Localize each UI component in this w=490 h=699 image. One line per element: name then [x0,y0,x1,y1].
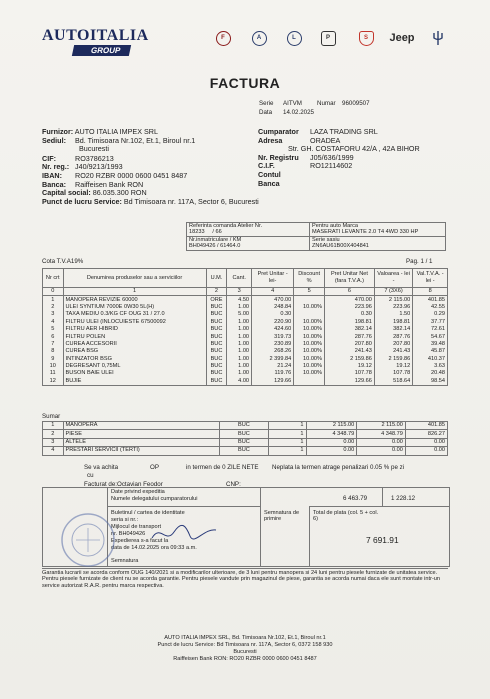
total-valoare: 6 463.79 [343,495,368,502]
cell-um: BUC [206,348,227,355]
cell-nr: 10 [43,363,64,370]
cell-net: 223.96 [325,304,375,311]
col-nr-header: Nr crt [43,269,64,288]
cell-den: CUREA ACCESORII [63,341,206,348]
buyer-banca-label: Banca [258,178,280,188]
cell-disc: 10.00% [294,319,325,326]
garantie-text: Garantia lucrarii se acorda conform OUG 140/2021 si a modificarilor ulterioare, de 3 luni pentru manopera si 24 luni pentru piesele furnizate de unitatea service. Pentru piesele furnizate de client nu se acorda garantie. Pentru piesele vandute prin magazinul de piese, garantia se acorda numai daca ele sunt montate intr-un service autorizat R.A.R. pentru marca respectiva. [42,568,448,594]
sumar-cell-net: 2 115.00 [306,422,357,430]
serie-label: Serie [259,100,274,107]
cell-cant: 4.00 [227,378,252,386]
sumar-cell-nr: 3 [43,438,64,446]
cell-nr: 9 [43,356,64,363]
cell-tva: 45.87 [413,348,448,355]
sumar-cell-val: 0.00 [357,447,406,455]
ref-value: 18233 [189,229,205,236]
capital-label: Capital social: [42,188,91,198]
inmat-label: Nr.inmatriculare / KM [189,236,242,243]
cell-val: 287.76 [374,333,412,340]
cell-nr: 11 [43,370,64,377]
cell-net: 382.14 [325,326,375,333]
cell-net: 198.81 [325,319,375,326]
sumar-cell-nr: 2 [43,430,64,438]
serie-value: AITVM [283,100,302,107]
sumar-cell-tva: 0.00 [405,438,447,446]
vehicle-info-table [186,222,446,251]
adresa-label: Adresa [258,135,283,145]
col-tva-header: Val.T.V.A. - lei - [413,269,448,288]
cell-pret: 424.60 [252,326,294,333]
cell-nr: 1 [43,296,64,304]
table-row [43,363,448,370]
cell-nr: 3 [43,311,64,318]
cell-disc [294,378,325,386]
cell-net: 107.78 [325,370,375,377]
abarth-logo-icon: S [358,30,374,46]
alfa-romeo-logo-icon: A [251,30,267,46]
col-val-header: Valoarea - lei - [374,269,412,288]
sumar-table [42,421,448,456]
idx-2: 2 [206,288,227,296]
cell-net: 2 159.86 [325,356,375,363]
furnizor-label: Furnizor: [42,127,74,136]
footer-line1: AUTO ITALIA IMPEX SRL, Bd. Timisoara Nr.102, Et.1, Biroul nr.1 [164,635,326,641]
footer-line4: Raiffeisen Bank RON: RO20 RZBR 0000 0600 0451 8487 [173,656,317,662]
cell-den: CUREA BSG [63,348,206,355]
cnp-label: CNP: [226,481,241,488]
cell-cant: 1.00 [227,341,252,348]
cell-val: 241.43 [374,348,412,355]
cell-den: FILTRU ULEI (INLOCUIESTE 67500092 [63,319,206,326]
sumar-cell-tva: 826.27 [405,430,447,438]
sasiu-value: ZN6AU61B00X404841 [312,243,369,250]
cell-val: 2 115.00 [374,296,412,304]
cell-val: 107.78 [374,370,412,377]
cif-value: RO3786213 [75,153,114,163]
banca-value: Raiffeisen Bank RON [75,179,144,189]
cell-disc: 10.00% [294,333,325,340]
sumar-row [43,430,448,438]
cell-pret: 2 399.84 [252,356,294,363]
cell-disc [294,296,325,304]
idx-5: 5 [294,288,325,296]
col-disc-header: Discount % [294,269,325,288]
fiat-professional-logo-icon: P [320,30,336,46]
total-plata-label: Total de plata (col. 5 + col. 6) [313,510,379,523]
cell-tva: 0.29 [413,311,448,318]
sumar-cell-val: 4 348.79 [357,430,406,438]
cell-disc: 10.00% [294,348,325,355]
sumar-cell-net: 0.00 [306,447,357,455]
furnizor-value: AUTO ITALIA IMPEX SRL [74,127,158,136]
col-net-header: Pret Unitar Net (fara T.V.A.) [325,269,375,288]
footer-line2: Punct de lucru Service: Bd Timisoara nr. 117A, Sector 6, 0372 158 930 [157,642,333,648]
cell-val: 207.80 [374,341,412,348]
sumar-cell-den: PIESE [63,430,220,438]
sumar-row [43,422,448,430]
car-label: Pentru auto Marca [312,223,359,229]
cell-pret: 470.00 [252,296,294,304]
sumar-row [43,438,448,446]
cumparator-value: LAZA TRADING SRL [310,127,378,136]
sumar-cell-tva: 401.85 [405,422,447,430]
cell-den: INTINZATOR BSG [63,356,206,363]
capital-value: 86.035.300 RON [92,188,147,198]
cell-nr: 2 [43,304,64,311]
idx-4: 4 [252,288,294,296]
idx-1: 1 [63,288,206,296]
delegat-label: Numele delegatului cumparatorului [111,496,198,502]
idx-8: 8 [413,288,448,296]
sasiu-label: Serie sasiu [312,236,340,243]
maserati-trident-icon [430,30,446,46]
cell-um: BUC [206,356,227,363]
cell-den: FILTRU POLEN [63,333,206,340]
sumar-cell-cant: 1 [268,447,306,455]
cell-net: 241.43 [325,348,375,355]
cell-disc: 10.00% [294,304,325,311]
cell-tva: 410.37 [413,356,448,363]
contul-label: Contul [258,169,281,179]
sumar-cell-val: 0.00 [357,438,406,446]
group-logo-band: GROUP [72,45,132,56]
cell-nr: 12 [43,378,64,386]
payment-term: in termen de 0 ZILE NETE [186,464,259,471]
cell-pret: 129.66 [252,378,294,386]
cell-tva: 401.85 [413,296,448,304]
table-row [43,333,448,340]
cell-pret: 119.76 [252,370,294,377]
cell-tva: 54.67 [413,333,448,340]
cell-tva: 42.55 [413,304,448,311]
cell-nr: 6 [43,333,64,340]
payment-method: OP [150,464,159,471]
sumar-label: Sumar [42,413,61,420]
expedierea-label: Expedierea s-a facut la [111,538,169,544]
total-tva: 1 228.12 [391,495,416,502]
cell-cant: 1.00 [227,333,252,340]
cell-um: BUC [206,304,227,311]
idx-3: 3 [227,288,252,296]
cif-label: CIF: [42,153,56,163]
punct-lucru-value: Bd Timisoara nr. 117A, Sector 6, Bucuresti [123,196,259,206]
nr-auto-value: nr. BH049426 [111,531,146,537]
idx-7: 7 (3X6) [374,288,412,296]
numar-value: 96009507 [342,100,370,107]
cell-um: BUC [206,326,227,333]
cell-net: 470.00 [325,296,375,304]
cell-net: 129.66 [325,378,375,386]
table-row [43,311,448,318]
invoice-title: FACTURA [209,75,281,91]
cell-net: 287.76 [325,333,375,340]
nrreg-label: Nr. reg.: [42,162,70,172]
sumar-cell-um: BUC [220,422,269,430]
data-label: Data [259,109,273,116]
table-row [43,356,448,363]
cell-nr: 4 [43,319,64,326]
cell-um: BUC [206,333,227,340]
sumar-cell-val: 2 115.00 [357,422,406,430]
cell-tva: 98.54 [413,378,448,386]
cell-tva: 39.48 [413,341,448,348]
cell-den: MANOPERA REVIZIE 60000 [63,296,206,304]
sediul-line2: Bucuresti [79,144,109,154]
cell-tva: 72.61 [413,326,448,333]
supplier-block [42,127,259,206]
handwritten-signature-icon [150,522,218,544]
nr-registru-label: Nr. Registru [258,152,299,162]
adresa-line1: ORADEA [310,135,341,145]
cell-cant: 4.50 [227,296,252,304]
cell-cant: 1.00 [227,319,252,326]
cell-um: BUC [206,363,227,370]
table-row [43,326,448,333]
cell-net: 0.30 [325,311,375,318]
cell-um: BUC [206,341,227,348]
cell-um: BUC [206,311,227,318]
table-row [43,348,448,355]
cell-pret: 319.73 [252,333,294,340]
cell-cant: 1.00 [227,326,252,333]
idx-0: 0 [43,288,64,296]
sumar-cell-um: BUC [220,447,269,455]
sumar-cell-um: BUC [220,430,269,438]
lancia-logo-icon: L [286,30,302,46]
iban-label: IBAN: [42,170,62,180]
numar-label: Numar [317,100,336,107]
buyer-block [258,128,458,188]
sumar-cell-nr: 4 [43,447,64,455]
cell-den: ULEI SYNTIUM 7000E 0W30 5L(H) [63,304,206,311]
mijloc-label: Mijlocul de transport [111,524,162,530]
cell-cant: 1.00 [227,363,252,370]
table-row [43,378,448,386]
col-den-header: Denumirea produselor sau a serviciilor [63,269,206,288]
sumar-cell-cant: 1 [268,430,306,438]
sumar-cell-den: MANOPERA [63,422,220,430]
cell-cant: 1.00 [227,304,252,311]
fiat-logo-icon: F [215,30,231,46]
table-row [43,296,448,304]
cell-disc: 10.00% [294,341,325,348]
sumar-cell-nr: 1 [43,422,64,430]
sumar-cell-den: ALTELE [63,438,220,446]
cell-tva: 3.63 [413,363,448,370]
table-row [43,341,448,348]
items-table [42,268,448,386]
table-row [43,319,448,326]
cell-val: 1.50 [374,311,412,318]
cell-cant: 1.00 [227,348,252,355]
expeditie-label: Date privind expeditia [111,489,165,495]
footer-line3: Bucuresti [233,649,257,655]
page-number: Pag. 1 / 1 [406,258,433,265]
cell-val: 223.96 [374,304,412,311]
cell-um: BUC [206,370,227,377]
cell-net: 207.80 [325,341,375,348]
nr-registru-value: J05/636/1999 [310,152,354,162]
semnatura-label: Semnatura [111,558,139,564]
sediul-line1: Bd. Timisoara Nr.102, Et.1, Biroul nr.1 [75,135,196,145]
cell-cant: 5.00 [227,311,252,318]
buyer-cif-label: C.I.F. [258,161,275,171]
cell-den: DEGRESANT 0,75ML [63,363,206,370]
autoitalia-logo: AUTOITALIA [42,27,149,44]
buletin-label: Buletinul / cartea de identitate [111,510,185,516]
facturat-de: Facturat de:Octavian Feodor [84,481,163,488]
cell-nr: 5 [43,326,64,333]
col-cant-header: Cant. [227,269,252,288]
se-va-achita: Se va achita [84,464,119,471]
cell-pret: 220.90 [252,319,294,326]
cell-pret: 268.26 [252,348,294,355]
semnatura-primire-label: Semnatura de primire [264,510,300,523]
jeep-logo: Jeep [389,32,415,44]
sumar-cell-cant: 1 [268,422,306,430]
ref-label: Referinta comanda Atelier Nr. [189,223,263,229]
punct-lucru-label: Punct de lucru Service: [42,196,122,206]
cell-tva: 37.77 [413,319,448,326]
cell-val: 2 159.86 [374,356,412,363]
data-value: 14.02.2025 [283,109,314,116]
seria-label: seria si nr.: [111,517,139,523]
sumar-cell-um: BUC [220,438,269,446]
cell-val: 518.64 [374,378,412,386]
nrreg-value: J40/9213/1993 [75,162,123,172]
items-body [43,296,448,386]
sumar-cell-tva: 0.00 [405,447,447,455]
cell-val: 198.81 [374,319,412,326]
cell-cant: 1.00 [227,356,252,363]
cell-um: BUC [206,319,227,326]
table-row [43,370,448,377]
table-row [43,304,448,311]
car-value: MASERATI LEVANTE 2.0 T4 4WD 330 HP [312,229,419,236]
cell-um: ORE [206,296,227,304]
cell-nr: 7 [43,341,64,348]
cell-cant: 1.00 [227,370,252,377]
sumar-cell-net: 4 348.79 [306,430,357,438]
sumar-cell-cant: 1 [268,438,306,446]
cell-den: TAXA MEDIU 0.3/KG CF OUG 31 / 27.0 [63,311,206,318]
cell-tva: 20.48 [413,370,448,377]
total-plata-value: 7 691.91 [366,535,399,545]
cell-net: 19.12 [325,363,375,370]
cell-den: FILTRU AER HIBRID [63,326,206,333]
banca-label: Banca: [42,179,66,189]
cell-disc: 10.00% [294,363,325,370]
col-pret-header: Pret Unitar -lei- [252,269,294,288]
sediul-label: Sediul: [42,135,66,145]
penalty-text: Neplata la termen atrage penalizari 0.05 % pe zi [272,464,405,471]
cell-val: 382.14 [374,326,412,333]
cell-disc [294,311,325,318]
buyer-cif-value: RO12114602 [310,161,353,171]
cota-tva: Cota T.V.A19% [42,258,84,265]
cell-den: BUSON BAIE ULEI [63,370,206,377]
cell-pret: 0.30 [252,311,294,318]
company-stamp-icon [58,510,118,570]
cu-label: cu [87,472,94,479]
sumar-body [43,422,448,456]
data-expediere: data de 14.02.2025 ora 09:33 a.m. [111,545,197,551]
cell-pret: 248.84 [252,304,294,311]
ref-suffix: / 66 [212,229,222,236]
sumar-row [43,447,448,455]
col-um-header: U.M. [206,269,227,288]
cumparator-label: Cumparator [258,127,299,136]
sumar-cell-net: 0.00 [306,438,357,446]
cell-disc: 10.00% [294,370,325,377]
cell-pret: 21.24 [252,363,294,370]
iban-value: RO20 RZBR 0000 0600 0451 8487 [75,170,188,180]
cell-val: 19.12 [374,363,412,370]
cell-den: BUJIE [63,378,206,386]
cell-disc: 10.00% [294,356,325,363]
sumar-cell-den: PRESTARI SERVICII (TERTI) [63,447,220,455]
cell-nr: 8 [43,348,64,355]
inmat-value: BH049426 / 61464.0 [189,243,241,250]
cell-um: BUC [206,378,227,386]
cell-pret: 230.89 [252,341,294,348]
cell-disc: 10.00% [294,326,325,333]
idx-6: 6 [325,288,375,296]
adresa-line2: Str. GH. COSTAFORU 42/A , 42A BIHOR [288,144,420,154]
